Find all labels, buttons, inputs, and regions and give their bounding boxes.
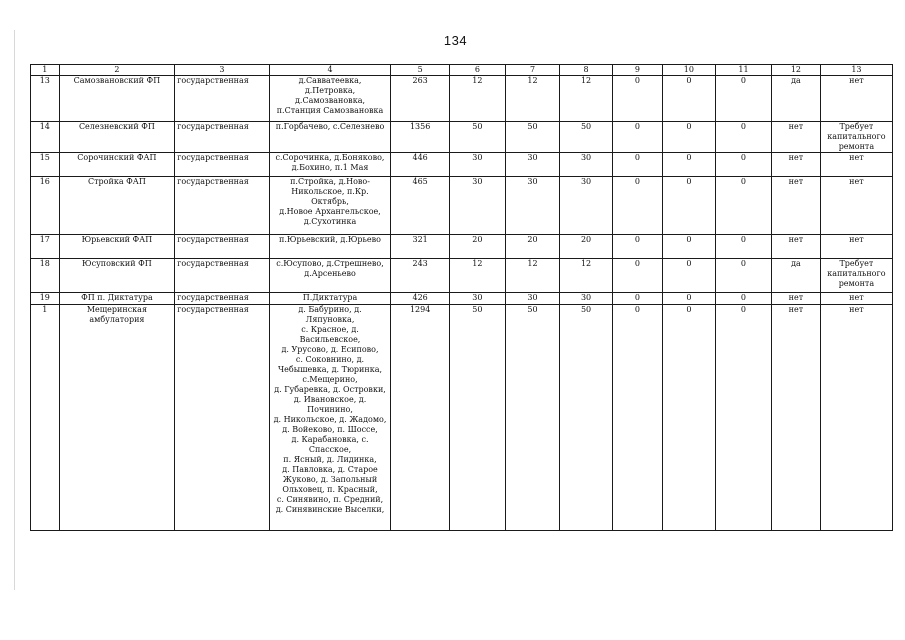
table-cell-col-11: 0 bbox=[715, 235, 771, 259]
table-cell-col-3: государственная bbox=[175, 177, 269, 235]
table-cell-col-7: 12 bbox=[505, 259, 559, 293]
table-cell-col-8: 12 bbox=[560, 259, 613, 293]
table-cell-col-1: 14 bbox=[31, 122, 60, 153]
column-header-9: 9 bbox=[613, 65, 663, 76]
column-header-5: 5 bbox=[391, 65, 449, 76]
column-header-12: 12 bbox=[772, 65, 821, 76]
table-cell-col-10: 0 bbox=[662, 122, 715, 153]
table-cell-col-7: 50 bbox=[505, 305, 559, 531]
table-cell-col-10: 0 bbox=[662, 305, 715, 531]
page-margin-line bbox=[14, 30, 15, 590]
table-cell-col-5: 263 bbox=[391, 76, 449, 122]
table-cell-col-2: Стройка ФАП bbox=[59, 177, 175, 235]
table-cell-col-5: 446 bbox=[391, 153, 449, 177]
table-cell-col-7: 30 bbox=[505, 293, 559, 305]
table-cell-col-11: 0 bbox=[715, 293, 771, 305]
table-cell-col-12: нет bbox=[772, 293, 821, 305]
table-cell-col-11: 0 bbox=[715, 153, 771, 177]
table-cell-col-1: 1 bbox=[31, 305, 60, 531]
table-cell-col-8: 30 bbox=[560, 153, 613, 177]
table-cell-col-3: государственная bbox=[175, 235, 269, 259]
table-cell-col-2: ФП п. Диктатура bbox=[59, 293, 175, 305]
table-cell-col-10: 0 bbox=[662, 153, 715, 177]
table-cell-col-10: 0 bbox=[662, 177, 715, 235]
table-cell-col-11: 0 bbox=[715, 122, 771, 153]
column-header-10: 10 bbox=[662, 65, 715, 76]
table-cell-col-4: с.Юсупово, д.Стрешнево, д.Арсеньево bbox=[269, 259, 391, 293]
table-cell-col-4: П.Диктатура bbox=[269, 293, 391, 305]
table-cell-col-7: 30 bbox=[505, 177, 559, 235]
table-cell-col-9: 0 bbox=[613, 153, 663, 177]
table-header-row bbox=[31, 65, 893, 76]
table-cell-col-6: 12 bbox=[449, 76, 505, 122]
table-cell-col-3: государственная bbox=[175, 305, 269, 531]
table-cell-col-8: 30 bbox=[560, 293, 613, 305]
table-cell-col-13: нет bbox=[820, 153, 892, 177]
table-cell-col-3: государственная bbox=[175, 122, 269, 153]
table-cell-col-3: государственная bbox=[175, 293, 269, 305]
table-row bbox=[31, 122, 893, 153]
table-cell-col-13: Требует капитального ремонта bbox=[820, 122, 892, 153]
table-cell-col-3: государственная bbox=[175, 153, 269, 177]
table-cell-col-4: д.Савватеевка, д.Петровка, д.Самозвановка, п.Станция Самозвановка bbox=[269, 76, 391, 122]
table-cell-col-2: Юсуповский ФП bbox=[59, 259, 175, 293]
column-header-3: 3 bbox=[175, 65, 269, 76]
table-cell-col-4: д. Бабурино, д. Ляпуновка, с. Красное, д. Васильевское, д. Урусово, д. Есипово, с. Соковнино, д. Чебышевка, д. Тюринка, с.Мещерино, д. Губаревка, д. Островки, д. Ивановское, д. Починино, д. Никольское, д. Жадомо, д. Войеково, п. Шоссе, д. Карабановка, с. Спасское, п. Ясный, д. Лидинка, д. Павловка, д. Старое Жуково, д. Запольный Ольховец, п. Красный, с. Синявино, п. Средний, д. Синявинские Выселки, bbox=[269, 305, 391, 531]
table-cell-col-9: 0 bbox=[613, 293, 663, 305]
table-cell-col-12: нет bbox=[772, 235, 821, 259]
table-cell-col-2: Сорочинский ФАП bbox=[59, 153, 175, 177]
table-row bbox=[31, 305, 893, 531]
table-cell-col-3: государственная bbox=[175, 259, 269, 293]
table-cell-col-2: Юрьевский ФАП bbox=[59, 235, 175, 259]
table-cell-col-9: 0 bbox=[613, 76, 663, 122]
table-cell-col-6: 50 bbox=[449, 122, 505, 153]
table-cell-col-12: да bbox=[772, 259, 821, 293]
table-row bbox=[31, 293, 893, 305]
table-cell-col-6: 30 bbox=[449, 177, 505, 235]
table-cell-col-10: 0 bbox=[662, 235, 715, 259]
column-header-7: 7 bbox=[505, 65, 559, 76]
table-cell-col-11: 0 bbox=[715, 259, 771, 293]
table-cell-col-6: 30 bbox=[449, 153, 505, 177]
table-cell-col-10: 0 bbox=[662, 259, 715, 293]
column-header-2: 2 bbox=[59, 65, 175, 76]
table-cell-col-2: Мещеринская амбулатория bbox=[59, 305, 175, 531]
table-cell-col-8: 30 bbox=[560, 177, 613, 235]
table-row bbox=[31, 76, 893, 122]
facilities-table bbox=[30, 64, 893, 531]
table-cell-col-9: 0 bbox=[613, 305, 663, 531]
column-header-6: 6 bbox=[449, 65, 505, 76]
table-cell-col-6: 12 bbox=[449, 259, 505, 293]
table-cell-col-1: 18 bbox=[31, 259, 60, 293]
table-cell-col-7: 12 bbox=[505, 76, 559, 122]
table-cell-col-6: 30 bbox=[449, 293, 505, 305]
table-cell-col-12: да bbox=[772, 76, 821, 122]
table-row bbox=[31, 153, 893, 177]
table-cell-col-8: 20 bbox=[560, 235, 613, 259]
column-header-11: 11 bbox=[715, 65, 771, 76]
table-cell-col-11: 0 bbox=[715, 76, 771, 122]
table-cell-col-4: п.Стройка, д.Ново- Никольское, п.Кр. Октябрь, д.Новое Архангельское, д.Сухотинка bbox=[269, 177, 391, 235]
table-cell-col-13: нет bbox=[820, 76, 892, 122]
table-row bbox=[31, 235, 893, 259]
table-cell-col-3: государственная bbox=[175, 76, 269, 122]
table-cell-col-11: 0 bbox=[715, 305, 771, 531]
table-cell-col-9: 0 bbox=[613, 122, 663, 153]
table-cell-col-8: 50 bbox=[560, 122, 613, 153]
table-cell-col-1: 17 bbox=[31, 235, 60, 259]
table-cell-col-4: п.Горбачево, с.Селезнево bbox=[269, 122, 391, 153]
table-cell-col-10: 0 bbox=[662, 293, 715, 305]
table-cell-col-7: 50 bbox=[505, 122, 559, 153]
table-cell-col-6: 20 bbox=[449, 235, 505, 259]
table-row bbox=[31, 177, 893, 235]
table-cell-col-13: нет bbox=[820, 177, 892, 235]
table-cell-col-7: 30 bbox=[505, 153, 559, 177]
table-cell-col-4: с.Сорочинка, д.Боняково, д.Бохино, п.1 Мая bbox=[269, 153, 391, 177]
table-cell-col-12: нет bbox=[772, 305, 821, 531]
table-cell-col-8: 50 bbox=[560, 305, 613, 531]
table-cell-col-5: 426 bbox=[391, 293, 449, 305]
table-cell-col-8: 12 bbox=[560, 76, 613, 122]
table-cell-col-13: нет bbox=[820, 235, 892, 259]
table-cell-col-1: 16 bbox=[31, 177, 60, 235]
page-number: 134 bbox=[443, 33, 468, 48]
table-cell-col-5: 321 bbox=[391, 235, 449, 259]
table-cell-col-9: 0 bbox=[613, 235, 663, 259]
column-header-13: 13 bbox=[820, 65, 892, 76]
table-cell-col-5: 1356 bbox=[391, 122, 449, 153]
table-cell-col-9: 0 bbox=[613, 177, 663, 235]
table-cell-col-1: 15 bbox=[31, 153, 60, 177]
table-cell-col-11: 0 bbox=[715, 177, 771, 235]
table-cell-col-13: Требует капитального ремонта bbox=[820, 259, 892, 293]
table-cell-col-10: 0 bbox=[662, 76, 715, 122]
column-header-1: 1 bbox=[31, 65, 60, 76]
table-cell-col-5: 1294 bbox=[391, 305, 449, 531]
column-header-4: 4 bbox=[269, 65, 391, 76]
table-cell-col-7: 20 bbox=[505, 235, 559, 259]
table-cell-col-1: 13 bbox=[31, 76, 60, 122]
table-row bbox=[31, 259, 893, 293]
table-cell-col-12: нет bbox=[772, 122, 821, 153]
table-cell-col-12: нет bbox=[772, 177, 821, 235]
table-cell-col-13: нет bbox=[820, 305, 892, 531]
table-cell-col-2: Селезневский ФП bbox=[59, 122, 175, 153]
table-cell-col-5: 465 bbox=[391, 177, 449, 235]
table-cell-col-5: 243 bbox=[391, 259, 449, 293]
table-cell-col-1: 19 bbox=[31, 293, 60, 305]
column-header-8: 8 bbox=[560, 65, 613, 76]
table-cell-col-13: нет bbox=[820, 293, 892, 305]
table-cell-col-4: п.Юрьевский, д.Юрьево bbox=[269, 235, 391, 259]
table-cell-col-2: Самозвановский ФП bbox=[59, 76, 175, 122]
table-cell-col-9: 0 bbox=[613, 259, 663, 293]
table-cell-col-6: 50 bbox=[449, 305, 505, 531]
table-cell-col-12: нет bbox=[772, 153, 821, 177]
